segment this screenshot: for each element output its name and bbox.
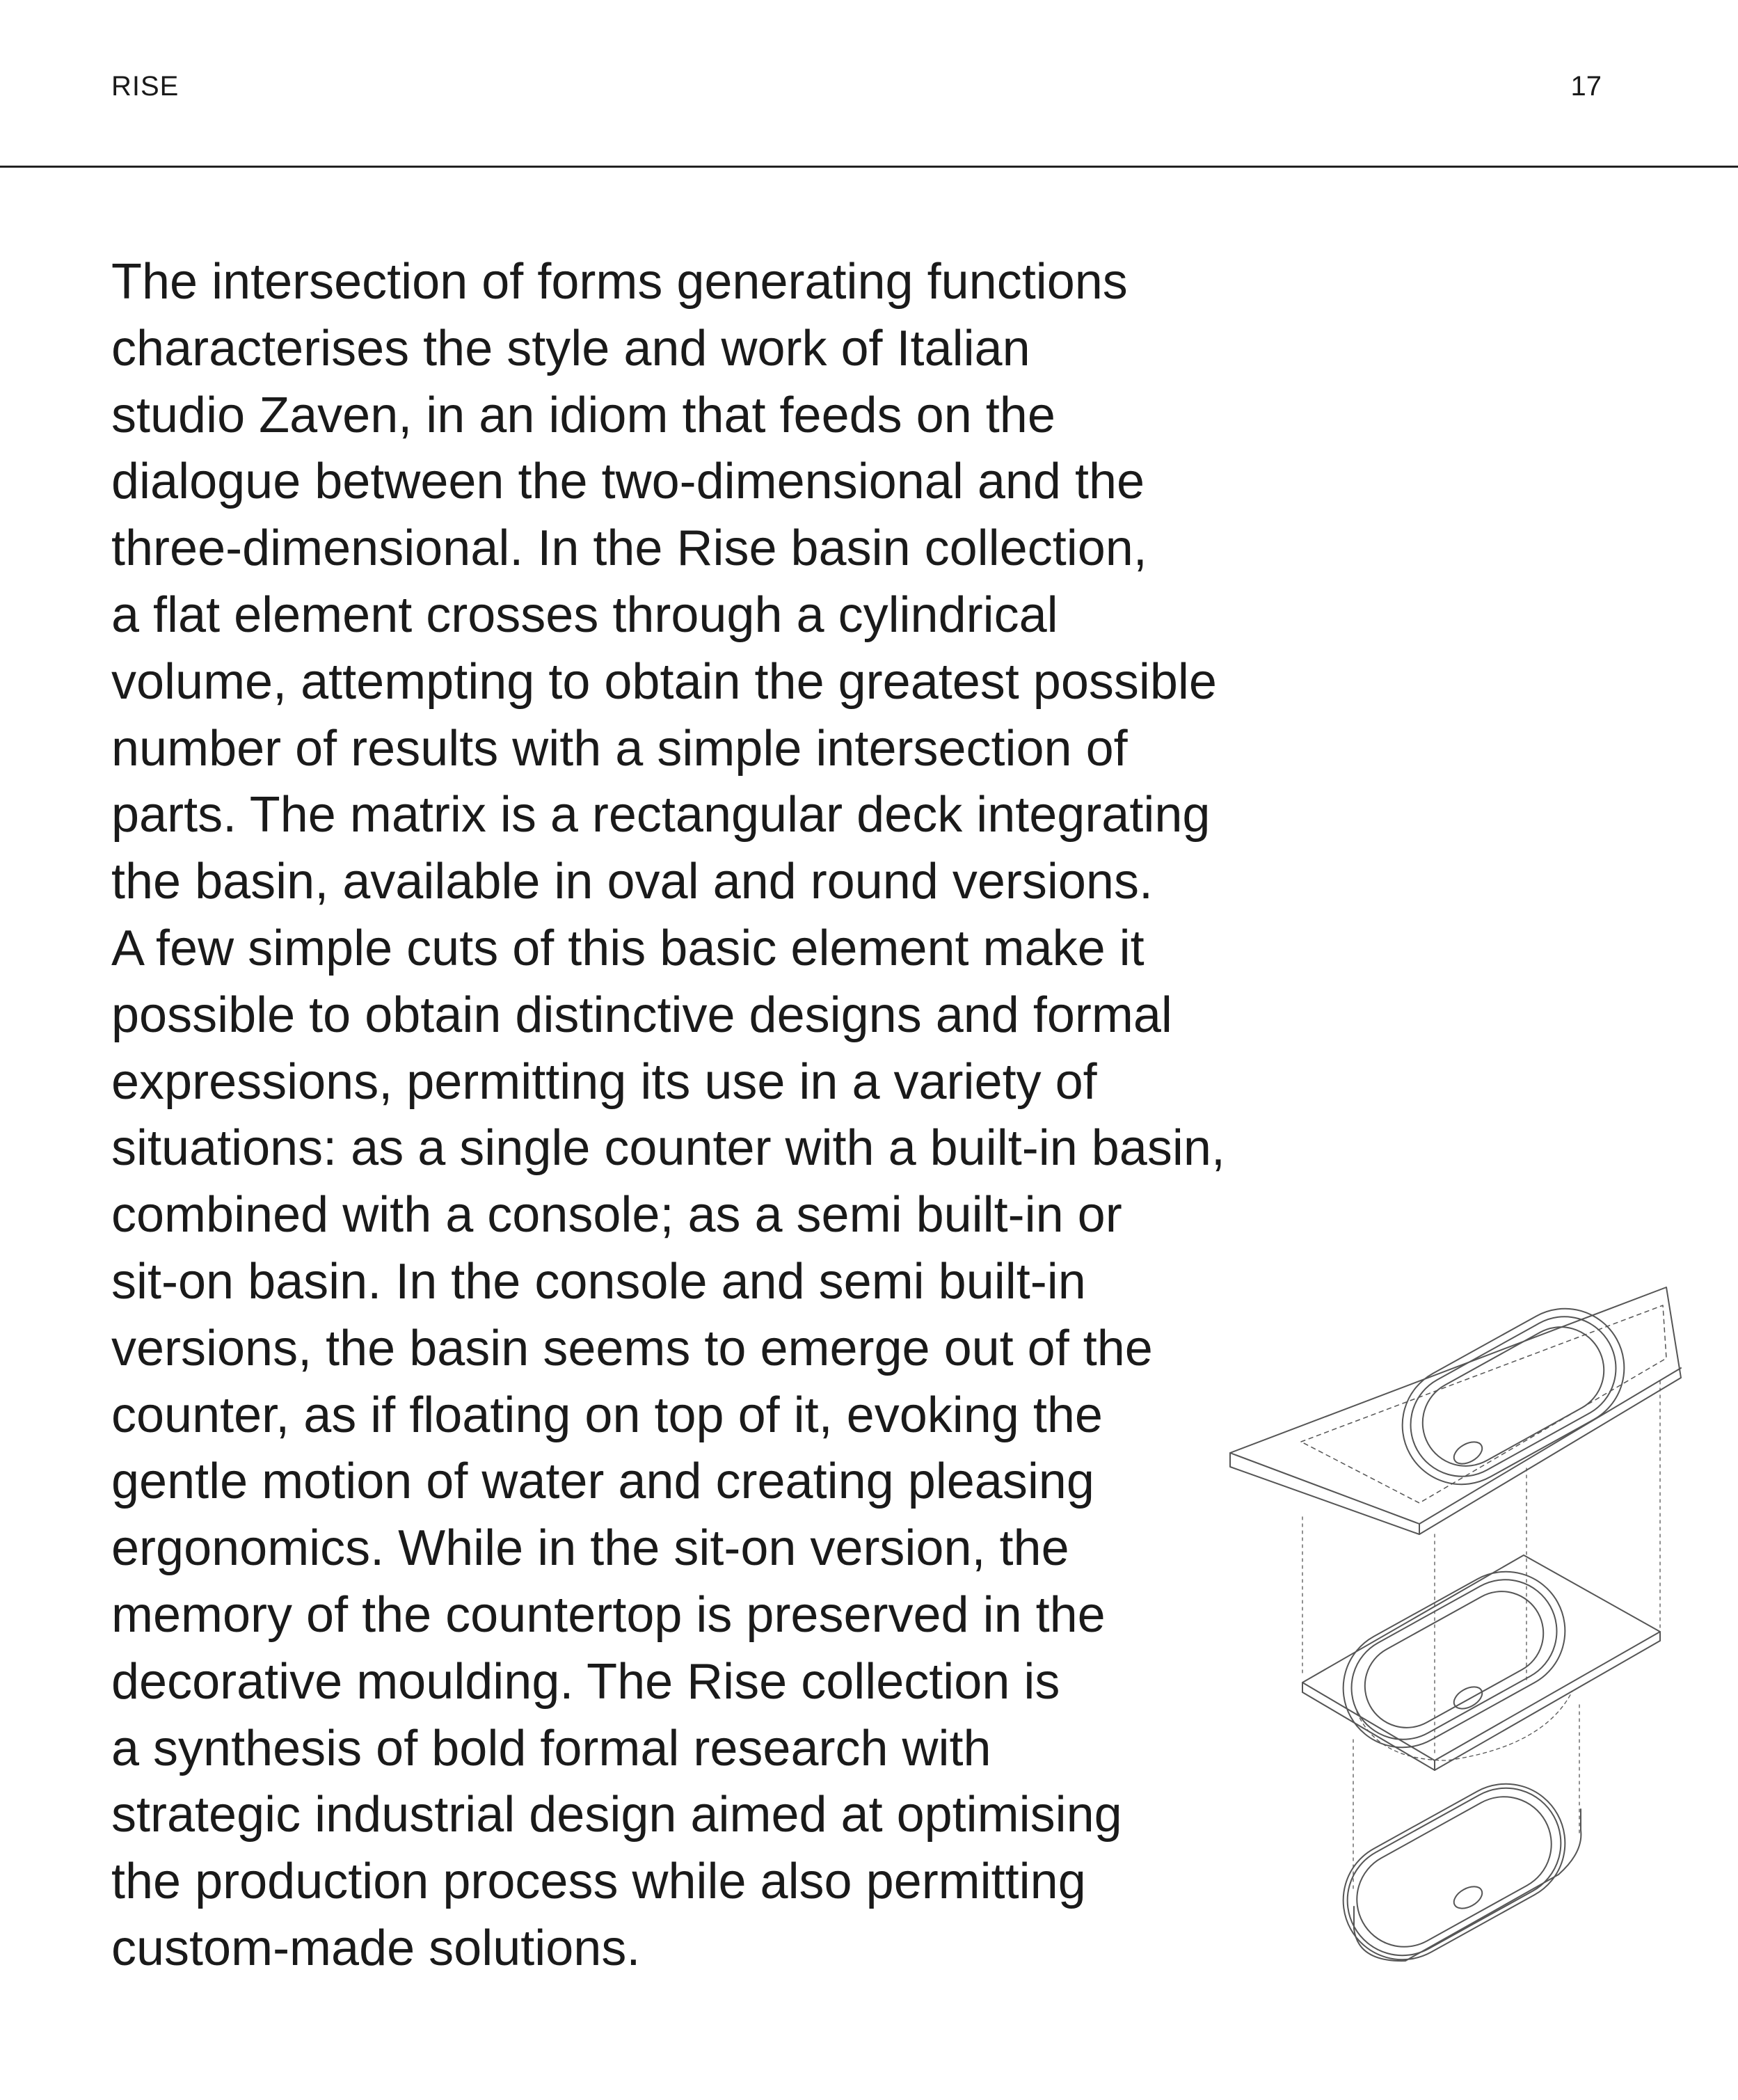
basin-exploded-illustration <box>1211 1266 1698 1976</box>
collection-title: RISE <box>111 71 180 102</box>
body-line: situations: as a single counter with a built-in basin, <box>111 1120 1225 1177</box>
body-line: versions, the basin seems to emerge out of the <box>111 1320 1153 1376</box>
body-line: The intersection of forms generating functions <box>111 254 1128 310</box>
body-line: parts. The matrix is a rectangular deck integrating <box>111 787 1211 843</box>
body-line: custom-made solutions. <box>111 1920 641 1976</box>
body-line: memory of the countertop is preserved in the <box>111 1586 1106 1643</box>
body-line: dialogue between the two-dimensional and the <box>111 454 1145 510</box>
page-number: 17 <box>1570 71 1602 102</box>
body-line: the basin, available in oval and round versions. <box>111 854 1153 910</box>
body-line: A few simple cuts of this basic element make it <box>111 920 1145 976</box>
body-line: characterises the style and work of Italian <box>111 320 1030 376</box>
body-line: number of results with a simple intersection of <box>111 720 1128 777</box>
sit-on-basin-drawing <box>1322 1763 1586 1976</box>
body-line: decorative moulding. The Rise collection is <box>111 1653 1060 1710</box>
body-line: volume, attempting to obtain the greatest possible <box>111 653 1217 710</box>
body-line: a synthesis of bold formal research with <box>111 1720 991 1776</box>
semi-built-in-drawing <box>1302 1550 1660 1770</box>
body-line: gentle motion of water and creating pleasing <box>111 1454 1094 1510</box>
body-line: combined with a console; as a semi built-in or <box>111 1187 1122 1243</box>
body-line: sit-on basin. In the console and semi built-in <box>111 1253 1086 1310</box>
construction-lines <box>1302 1381 1660 1893</box>
body-line: strategic industrial design aimed at optimising <box>111 1787 1122 1843</box>
header-rule <box>0 166 1738 168</box>
body-line: a flat element crosses through a cylindrical <box>111 587 1058 643</box>
counter-slab-drawing <box>1230 1287 1681 1534</box>
body-line: three-dimensional. In the Rise basin collection, <box>111 520 1147 577</box>
body-line: expressions, permitting its use in a variety of <box>111 1053 1097 1110</box>
body-line: studio Zaven, in an idiom that feeds on the <box>111 387 1055 443</box>
body-line: the production process while also permitting <box>111 1854 1086 1910</box>
body-line: possible to obtain distinctive designs and formal <box>111 987 1172 1043</box>
body-line: ergonomics. While in the sit-on version, the <box>111 1520 1069 1577</box>
body-line: counter, as if floating on top of it, evoking the <box>111 1387 1103 1443</box>
running-header <box>0 0 1738 167</box>
body-paragraph <box>111 249 1225 1982</box>
basin-drawing-icon <box>1211 1266 1698 1976</box>
